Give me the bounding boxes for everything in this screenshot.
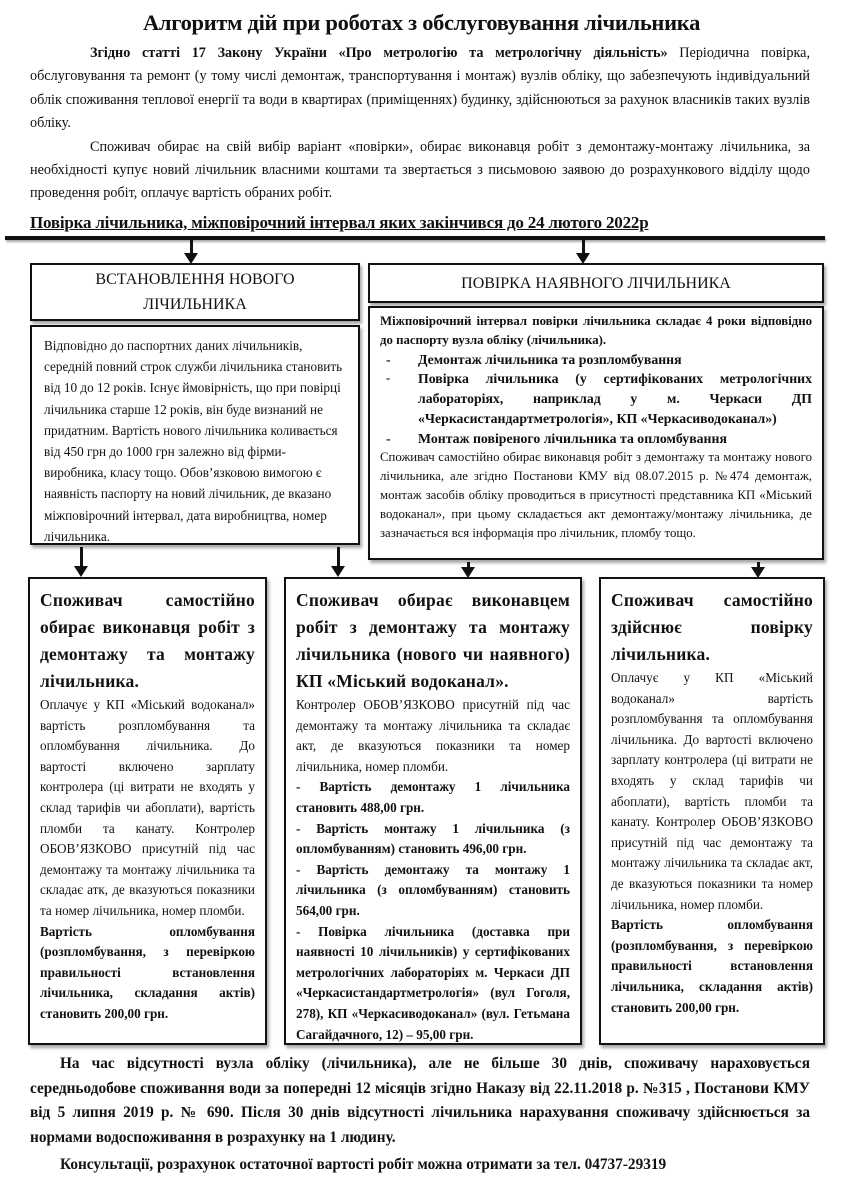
- option-self-contractor-box: [28, 577, 267, 1045]
- intro-paragraph-2: Споживач обирає на свій вибір варіант «повірки», обирає виконавця робіт з демонтажу-монтажу лічильника, за необхідності купує новий лічильник власними коштами та звертається з письмовою заявою до розрахункового відділу щодо проведення робіт, оплачує вартість обраних робіт.: [30, 138, 810, 202]
- price-item: - Вартість демонтажу 1 лічильника становить 488,00 грн.: [296, 779, 570, 815]
- price-item: - Повірка лічильника (доставка при наявності 10 лічильників) у сертифікованих метрологічних лабораторіях м. Черкаси ДП «Черкасистандартметрологія» (вул Гоголя, 278), КП «Черкасиводоканал» (вул. Гетьмана Сагайдачного, 12) – 95,00 грн.: [296, 923, 570, 1042]
- existing-meter-heading-box: [368, 263, 824, 303]
- flow-divider-line: [5, 236, 825, 240]
- option-heading: Споживач самостійно обирає виконавця робіт з демонтажу та монтажу лічильника.: [40, 590, 255, 691]
- new-meter-description-box: [30, 325, 360, 545]
- existing-meter-description-box: [368, 306, 824, 560]
- intro: [30, 42, 810, 206]
- arrow-down-icon: [461, 562, 475, 578]
- arrow-down-icon: [184, 240, 198, 264]
- arrow-down-icon: [751, 562, 765, 578]
- price-item: - Вартість демонтажу та монтажу 1 лічильника (з опломбуванням) становить 564,00 грн.: [296, 861, 570, 918]
- option-text: Оплачує у КП «Міський водоканал» вартість розпломбування та опломбування лічильника. До вартості включено зарплату контролера (ці витрати не входять у склад тарифів чи абоплати), вартість пломби та канату. Контролер ОБОВ’ЯЗКОВО присутній під час демонтажу та монтажу лічильника та складає атк, де вказуються показники та номер лічильника, номер пломби.: [40, 697, 255, 918]
- option-text: Оплачує у КП «Міський водоканал» вартість розпломбування та опломбування лічильника. До вартості включено зарплату контролера (ці витрати не входять у склад тарифів чи абоплати), вартість пломби та канату. Контролер ОБОВ’ЯЗКОВО присутній під час демонтажу та монтажу лічильника та складає акт, де вказуються показники та номер лічильника, номер пломби.: [611, 670, 813, 912]
- new-meter-description: Відповідно до паспортних даних лічильників, середній повний строк служби лічильника становить від 10 до 12 років. Існує ймовірність, що при повірці лічильника старше 12 років, він буде визнаний не придатним. Вартість нового лічильника коливається від 450 грн до 1000 грн залежно від фірми-виробника, класу тощо. Обов’язковою вимогою є наявність паспорту на новий лічильник, де вказано міжповірочний інтервал, дата виробництва, номер лічильника.: [44, 338, 343, 544]
- verification-step: - Монтаж повіреного лічильника та опломбування: [380, 429, 812, 448]
- contact-info: Консультації, розрахунок остаточної вартості робіт можна отримати за тел. 04737-29319: [60, 1156, 667, 1173]
- option-heading: Споживач обирає виконавцем робіт з демонтажу та монтажу лічильника (нового чи наявного) КП «Міський водоканал».: [296, 590, 570, 691]
- section-heading: Повірка лічильника, міжповірочний інтервал яких закінчився до 24 лютого 2022р: [30, 213, 649, 232]
- verification-step: [380, 369, 812, 429]
- intro-paragraph-1-text: Періодична повірка, обслуговування та ремонт (у тому числі демонтаж, транспортування і монтаж) вузлів обліку, що забезпечують індивідуальний облік споживання теплової енергії та води в квартирах (приміщеннях) будинку, здійснюються за рахунок власників таких вузлів обліку.: [30, 45, 810, 132]
- new-meter-heading: ВСТАНОВЛЕННЯ НОВОГО ЛІЧИЛЬНИКА: [95, 271, 295, 313]
- existing-meter-note: Споживач самостійно обирає виконавця робіт з демонтажу та монтажу нового лічильника, але згідно Постанови КМУ від 08.07.2015 р. №474 демонтаж, монтаж засобів обліку проводиться в присутності представника КП «Міський водоканал», при цьому складається акт демонтажу/монтажу лічильника, де зазначається вся інформація про лічильник, пломбу тощо.: [380, 450, 812, 540]
- verification-interval-text: Міжповірочний інтервал повірки лічильника складає 4 роки відповідно до паспорту вузла обліку (лічильника).: [380, 314, 812, 347]
- option-self-verification-box: [599, 577, 825, 1045]
- verification-step-text: Повірка лічильника (у сертифікованих метрологічних лабораторіях, наприклад у м. Черкаси ДП «Черкасистандартметрологія», КП «Черкасиводоканал»): [418, 371, 812, 426]
- law-reference: Згідно статті 17 Закону України «Про метрологію та метрологічну діяльність»: [90, 45, 668, 61]
- option-cost: Вартість опломбування (розпломбування, з перевіркою правильності встановлення лічильника, складання актів) становить 200,00 грн.: [611, 917, 813, 1015]
- existing-meter-heading: ПОВІРКА НАЯВНОГО ЛІЧИЛЬНИКА: [461, 274, 731, 292]
- intro-paragraph-1: [30, 42, 810, 136]
- price-item: - Вартість монтажу 1 лічильника (з опломбуванням) становить 496,00 грн.: [296, 820, 570, 857]
- absence-billing-note: На час відсутності вузла обліку (лічильника), але не більше 30 днів, споживачу нараховується середньодобове споживання води за попередні 12 місяців згідно Наказу від 22.11.2018 р. №315 , Постанови КМУ від 5 липня 2019 р. № 690. Після 30 днів відсутності лічильника нарахування споживачу здійснюється за нормами водоспоживання в розрахунку на 1 людину.: [30, 1055, 810, 1146]
- arrow-down-icon: [331, 547, 345, 577]
- option-vodokanal-contractor-box: [284, 577, 582, 1045]
- new-meter-heading-box: [30, 263, 360, 321]
- arrow-down-icon: [74, 547, 88, 577]
- arrow-down-icon: [576, 240, 590, 264]
- option-heading: Споживач самостійно здійснює повірку лічильника.: [611, 590, 813, 664]
- option-text: Контролер ОБОВ’ЯЗКОВО присутній під час демонтажу та монтажу лічильника та складає акт, де вказуються показники та номер лічильника, номер пломби.: [296, 697, 570, 774]
- document-title: Алгоритм дій при роботах з обслуговування лічильника: [142, 10, 701, 35]
- verification-steps-list: [380, 350, 812, 448]
- footer: [30, 1052, 810, 1178]
- verification-step: - Демонтаж лічильника та розпломбування: [380, 350, 812, 369]
- option-cost: Вартість опломбування (розпломбування, з перевіркою правильності встановлення лічильника, складання актів) становить 200,00 грн.: [40, 923, 255, 1021]
